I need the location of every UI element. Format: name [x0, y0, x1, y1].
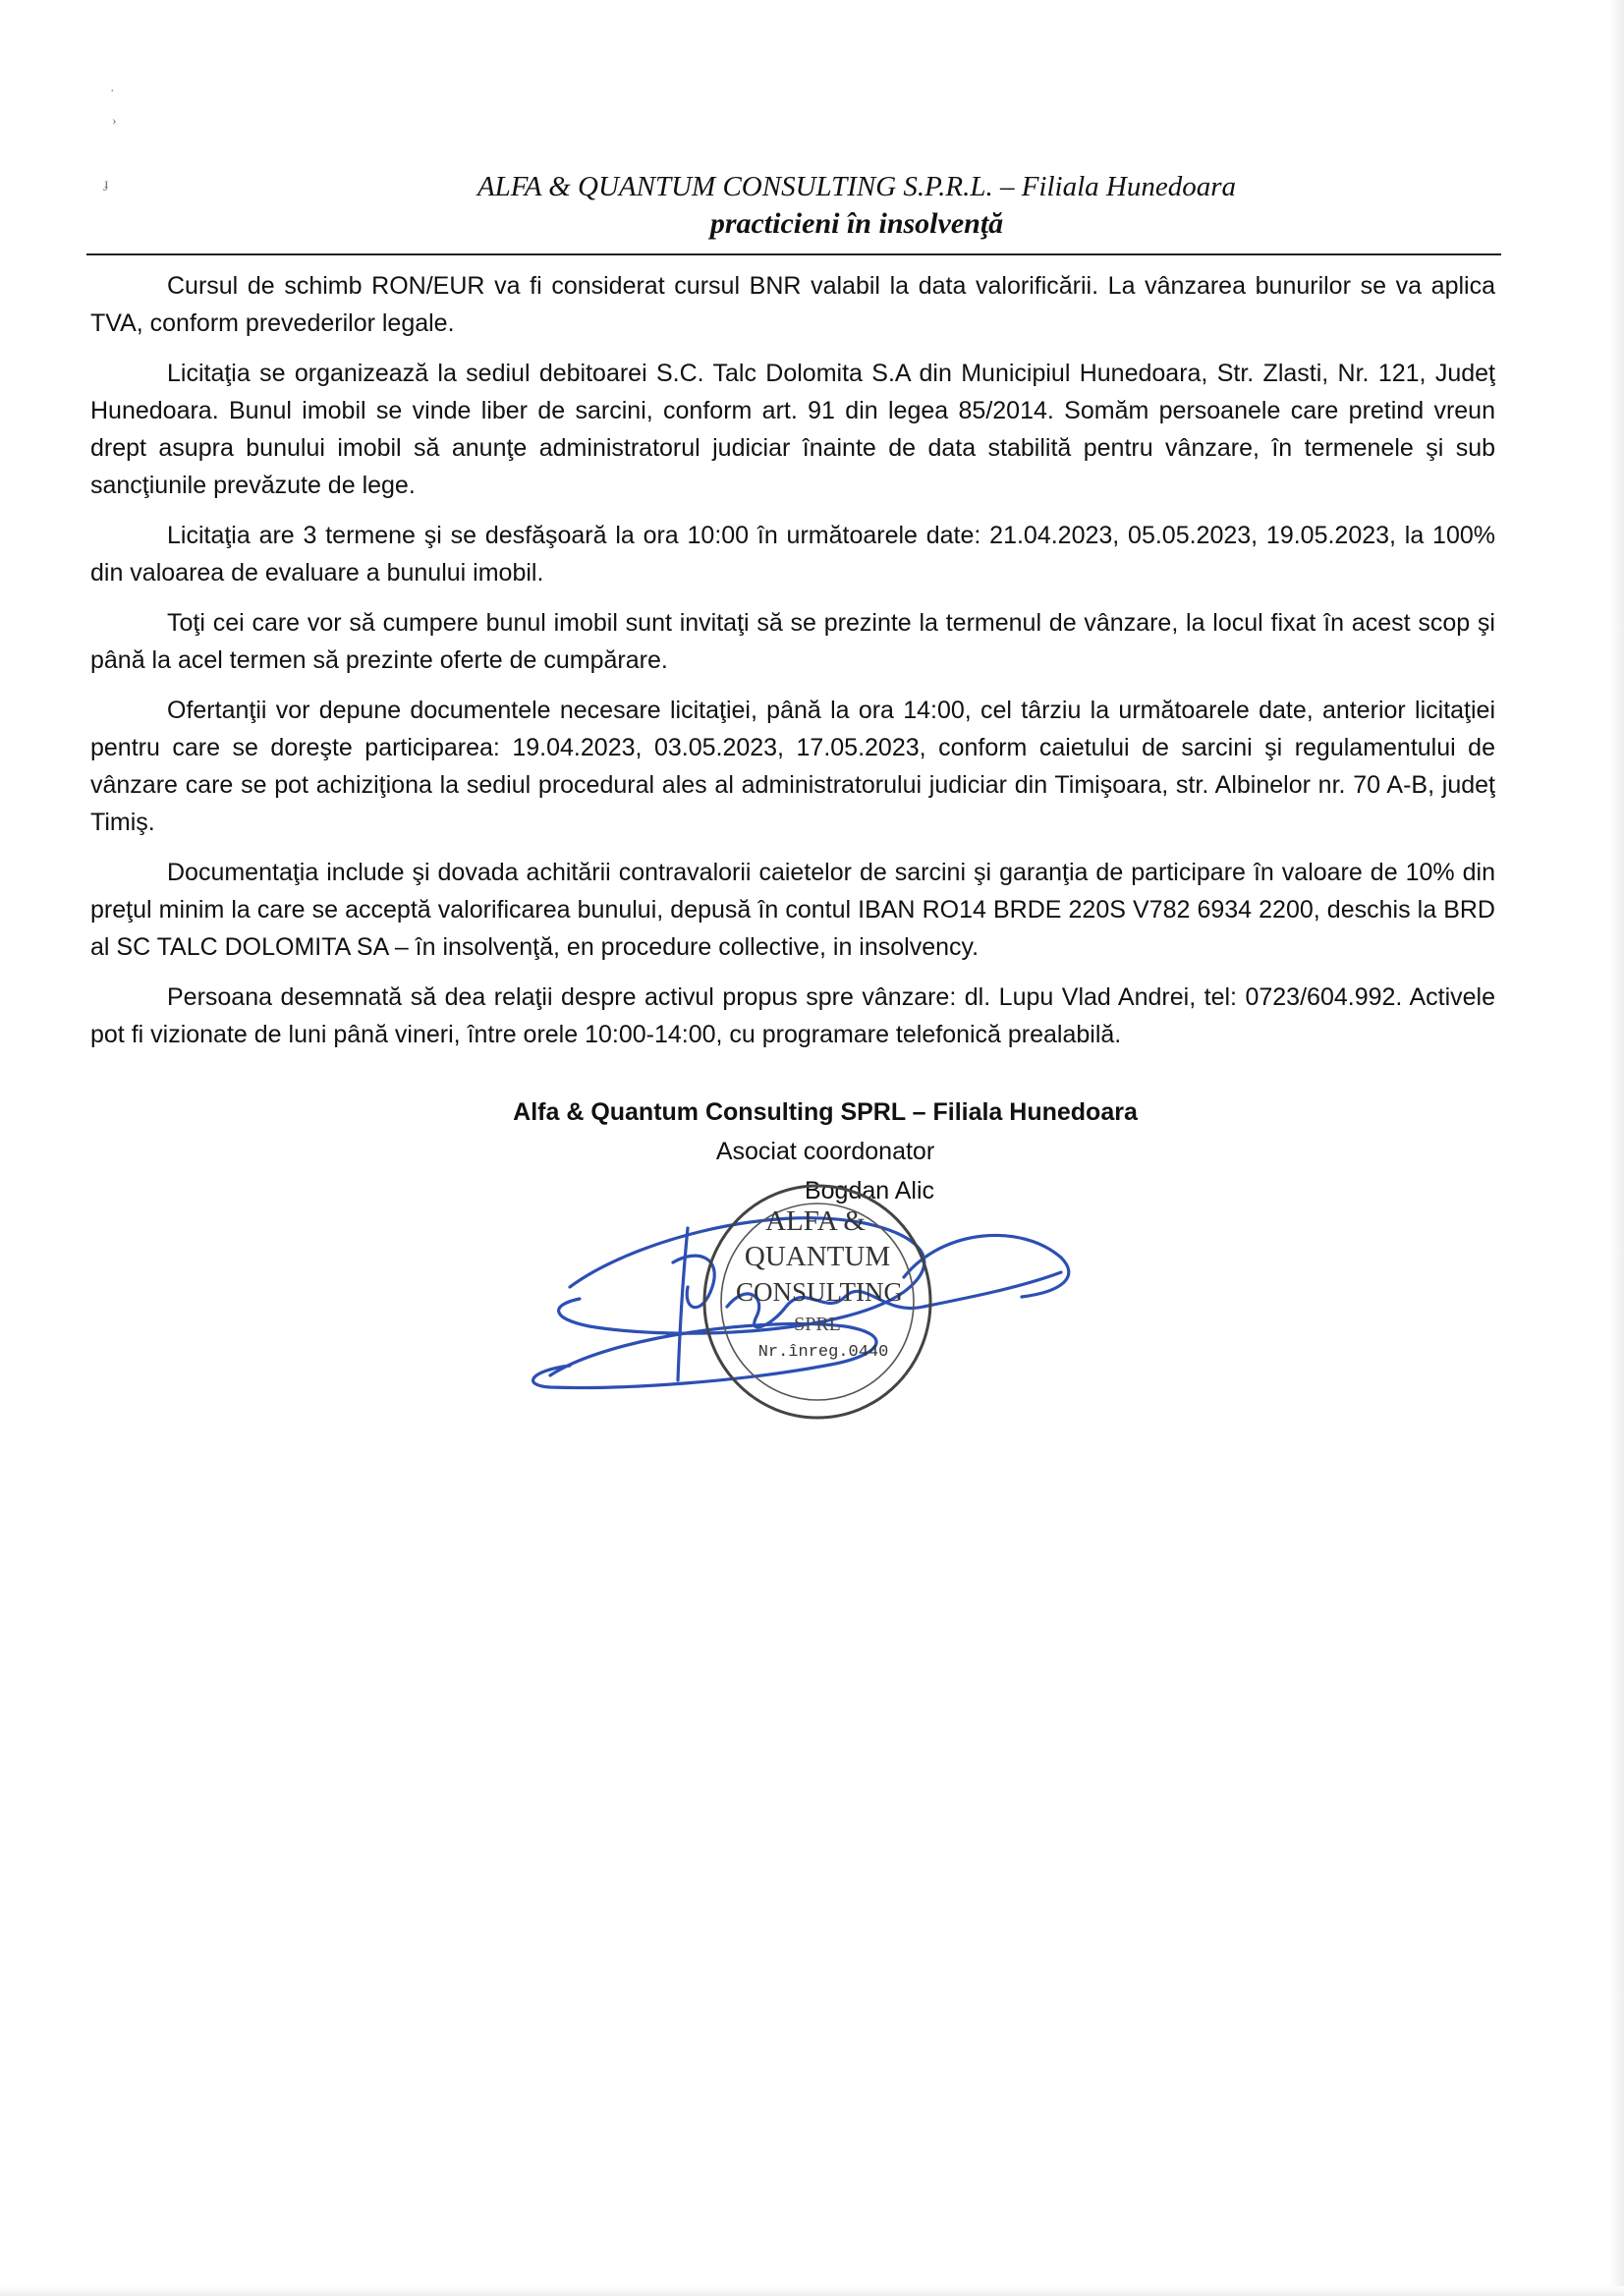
paragraph-auction-dates: Licitaţia are 3 termene şi se desfăşoară la ora 10:00 în următoarele date: 21.04.2023, 05.05.2023, 19.05.2023, la 100% din valoarea de evaluare a bunului imobil.	[90, 522, 1495, 587]
paragraph-invitation: Toţi cei care vor să cumpere bunul imobil sunt invitaţi să se prezinte la termenul de vânzare, la locul fixat în acest scop şi până la acel termen să prezinte oferte de cumpărare.	[90, 609, 1495, 674]
paragraph-exchange-rate: Cursul de schimb RON/EUR va fi considerat cursul BNR valabil la data valorificării. La vânzarea bunurilor se va aplica TVA, conform prevederilor legale.	[90, 272, 1495, 337]
stamp-line-3: CONSULTING	[735, 1277, 904, 1307]
signature-firm: Alfa & Quantum Consulting SPRL – Filiala Hunedoara	[513, 1098, 1138, 1126]
paragraph-documentation: Documentaţia include şi dovada achitării contravalorii caietelor de sarcini şi garanţia de participare în valoare de 10% din preţul minim la care se acceptă valorificarea bunului, depusă în contul IBAN RO14 BRDE 220S V782 6934 2200, deschis la BRD al SC TALC DOLOMITA SA – în insolvenţă, en procedure collective, in insolvency.	[90, 859, 1495, 961]
stamp-line-2: QUANTUM	[744, 1241, 891, 1272]
page-edge	[1610, 0, 1624, 2296]
margin-mark: ›	[112, 114, 117, 129]
stamp-registration: Nr.înreg.0440	[757, 1343, 889, 1362]
signatory-name: Bogdan Alic	[804, 1177, 935, 1204]
paragraph-offer-deadlines: Ofertanţii vor depune documentele necesare licitaţiei, până la ora 14:00, cel târziu la următoarele date, anterior licitaţiei pentru care se doreşte participarea: 19.04.2023, 03.05.2023, 17.05.2023, conform caietului de sarcini şi regulamentului de vânzare care se pot achiziţiona la sediul procedural ales al administratorului judiciar din Timişoara, str. Albinelor nr. 70 A-B, judeţ Timiş.	[90, 697, 1495, 836]
margin-mark: ɟ	[104, 177, 109, 192]
letterhead	[86, 169, 1501, 242]
stamp-line-1: ALFA &	[765, 1205, 866, 1237]
stamp-line-4: SPRL	[794, 1314, 841, 1335]
document-body	[90, 267, 1495, 1066]
page-edge	[0, 2286, 1624, 2296]
paragraph-auction-location: Licitaţia se organizează la sediul debitoarei S.C. Talc Dolomita S.A din Municipiul Hunedoara, Str. Zlasti, Nr. 121, Judeţ Hunedoara. Bunul imobil se vinde liber de sarcini, conform art. 91 din legea 85/2014. Somăm persoanele care pretind vreun drept asupra bunului imobil să anunţe administratorul judiciar înainte de data stabilită pentru vânzare, în termenele şi sub sancţiunile prevăzute de lege.	[90, 360, 1495, 499]
letterhead-firm-name: ALFA & QUANTUM CONSULTING S.P.R.L. – Filiala Hunedoara	[476, 171, 1237, 202]
letterhead-subtitle: practicieni în insolvenţă	[709, 207, 1004, 240]
company-stamp	[704, 1186, 930, 1418]
signature-and-stamp	[511, 1169, 1081, 1425]
header-divider	[86, 253, 1501, 255]
paragraph-contact: Persoana desemnată să dea relaţii despre activul propus spre vânzare: dl. Lupu Vlad Andrei, tel: 0723/604.992. Activele pot fi vizionate de luni până vineri, între orele 10:00-14:00, cu programare telefonică prealabilă.	[90, 983, 1495, 1048]
signature-role: Asociat coordonator	[715, 1138, 935, 1165]
margin-mark: ·	[110, 84, 115, 99]
